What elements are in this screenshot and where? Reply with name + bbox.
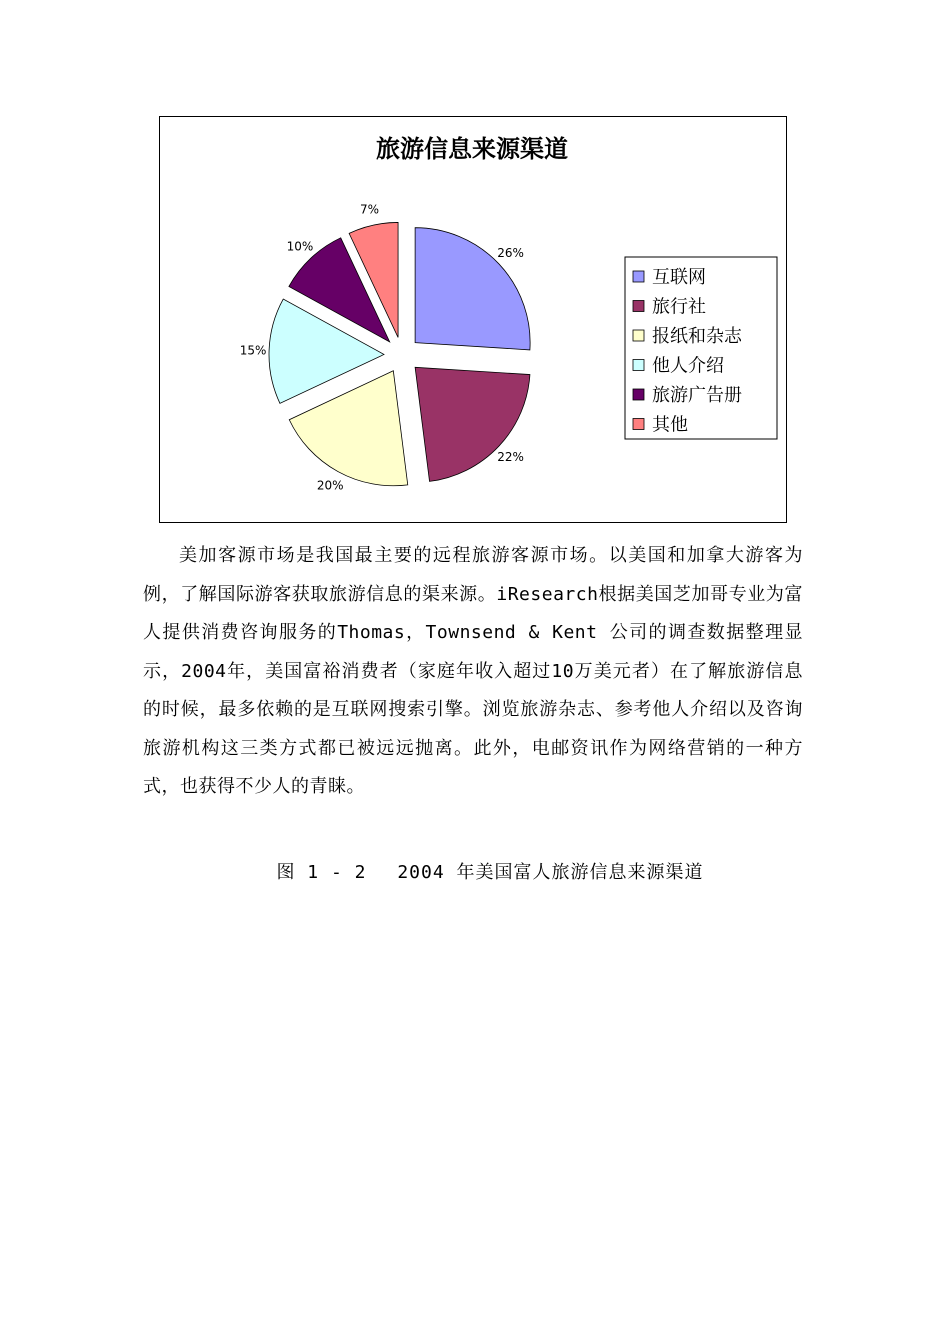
body-paragraph: 美加客源市场是我国最主要的远程旅游客源市场。以美国和加拿大游客为例，了解国际游客获取旅游信息的渠来源。iResearch根据美国芝加哥专业为富人提供消费咨询服务的Thomas，Townsend & Kent 公司的调查数据整理显示，2004年，美国富裕消费者（家庭年收入超过10万美元者）在了解旅游信息的时候，最多依赖的是互联网搜索引擎。浏览旅游杂志、参考他人介绍以及咨询旅游机构这三类方式都已被远远抛离。此外，电邮资讯作为网络营销的一种方式，也获得不少人的青睐。 <box>143 545 803 797</box>
legend-swatch <box>633 360 644 371</box>
legend-swatch <box>633 330 644 341</box>
pie-value-label: 26% <box>497 246 524 261</box>
pie-value-label: 15% <box>239 343 267 358</box>
pie-value-label: 10% <box>286 239 314 254</box>
figure-caption: 图 1 - 2 2004 年美国富人旅游信息来源渠道 <box>276 862 704 883</box>
legend-swatch <box>633 301 644 312</box>
legend-label: 其他 <box>652 414 688 436</box>
pie-value-label: 7% <box>359 202 380 217</box>
chart-frame <box>159 116 787 523</box>
legend-label: 旅游广告册 <box>652 385 742 406</box>
chart-title: 旅游信息来源渠道 <box>376 135 568 163</box>
legend-swatch <box>633 271 644 282</box>
pie-chart <box>160 117 786 522</box>
legend-swatch <box>633 419 644 430</box>
legend-label: 报纸和杂志 <box>652 326 742 347</box>
legend-label: 互联网 <box>652 267 706 288</box>
legend-label: 他人介绍 <box>652 355 724 377</box>
pie-value-label: 20% <box>316 478 344 493</box>
pie-slices <box>269 222 530 485</box>
body-text <box>143 537 803 807</box>
legend-swatch <box>633 389 644 400</box>
pie-value-label: 22% <box>497 449 524 464</box>
legend-label: 旅行社 <box>652 296 706 318</box>
chart-legend <box>625 257 777 439</box>
pie-slice <box>415 367 530 481</box>
